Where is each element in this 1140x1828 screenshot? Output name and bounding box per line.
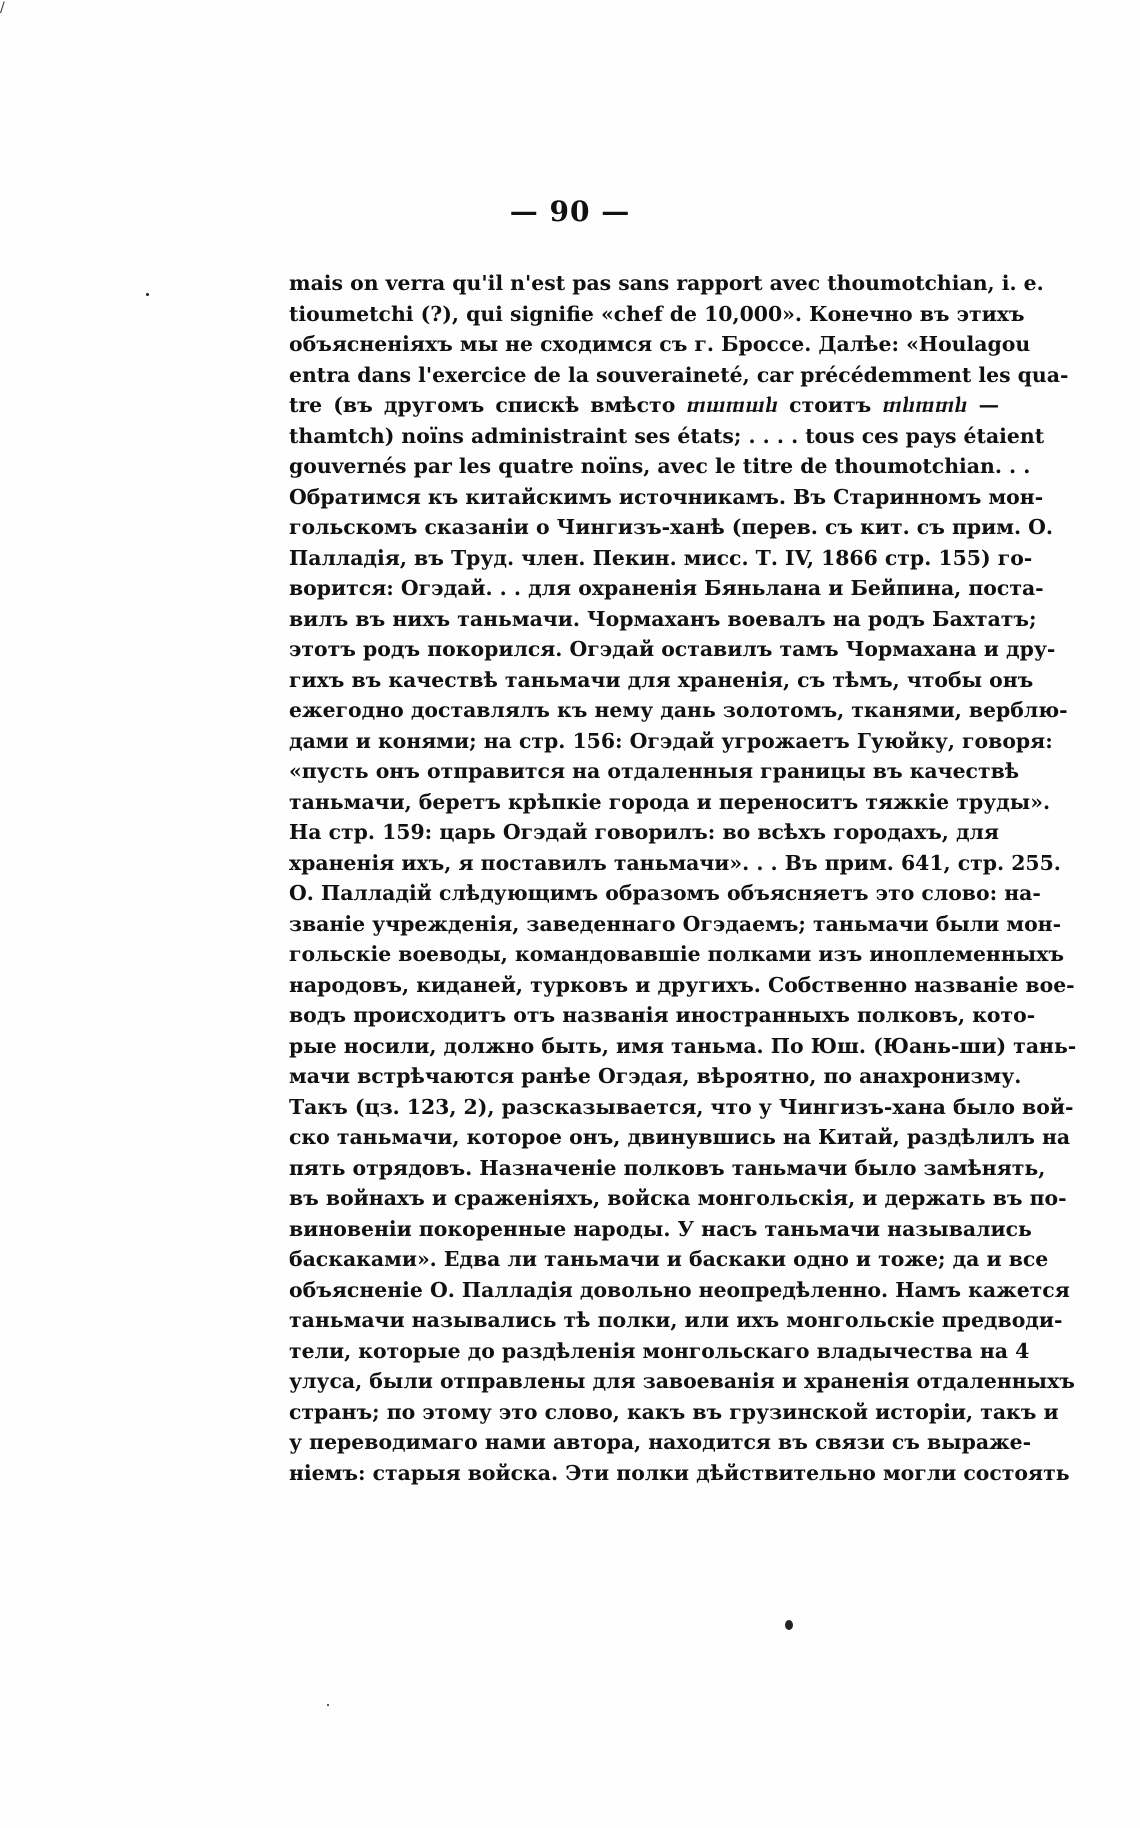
body-text [289, 268, 1077, 1488]
text-line: храненія ихъ, я поставилъ таньмачи». . . Въ прим. 641, стр. 255. [289, 850, 1061, 875]
text-line: у переводимаго нами автора, находится въ связи съ выраже- [289, 1430, 1032, 1454]
text-line: ежегодно доставлялъ къ нему дань золотомъ, тканями, верблю- [289, 698, 1068, 722]
ink-speck [785, 1620, 793, 1630]
text-line: объясненіяхъ мы не сходимся съ г. Броссе. Далѣе: «Houlagou [289, 332, 1031, 356]
text-line: виновеніи покоренные народы. У насъ таньмачи назывались [289, 1216, 1032, 1241]
corner-mark: / [0, 0, 5, 16]
text-line: Такъ (цз. 123, 2), разсказывается, что у Чингизъ-хана было вой- [289, 1094, 1074, 1119]
text-line: баскаками». Едва ли таньмачи и баскаки одно и тоже; да и все [289, 1247, 1049, 1271]
text-line: мачи встрѣчаются ранѣе Огэдая, вѣроятно, по анахронизму. [289, 1064, 1022, 1088]
text-line: народовъ, киданей, турковъ и другихъ. Собственно названіе вое- [289, 972, 1075, 997]
text-line: таньмачи назывались тѣ полки, или ихъ монгольскіе предводи- [289, 1308, 1063, 1332]
text-line: tre (въ другомъ спискѣ вмѣсто ⴇⴍⴊⴍⴑ стоитъ ⴇⴑⴊⴇⴑ — [289, 393, 999, 417]
text-line: mais on verra qu'il n'est pas sans rapport avec thoumotchian, i. e. [289, 271, 1044, 295]
text-line: гихъ въ качествѣ таньмачи для храненія, съ тѣмъ, чтобы онъ [289, 667, 1034, 692]
text-line: На стр. 159: царь Огэдай говорилъ: во всѣхъ городахъ, для [289, 820, 999, 844]
text-line: дами и конями; на стр. 156: Огэдай угрожаетъ Гуюйку, говоря: [289, 728, 1053, 753]
text-line: въ войнахъ и сраженіяхъ, войска монгольскія, и держать въ по- [289, 1186, 1067, 1210]
text-line: объясненіе О. Палладія довольно неопредѣленно. Намъ кажется [289, 1277, 1070, 1302]
text-line: этотъ родъ покорился. Огэдай оставилъ тамъ Чормахана и дру- [289, 637, 1056, 661]
text-line: thamtch) noïns administraint ses états; . . . . tous ces pays étaient [289, 423, 1045, 448]
text-line: тели, которые до раздѣленія монгольскаго владычества на 4 [289, 1338, 1030, 1363]
text-line: вилъ въ нихъ таньмачи. Чормаханъ воевалъ на родъ Бахтатъ; [289, 606, 1037, 631]
text-line: ворится: Огэдай. . . для охраненія Бяньлана и Бейпина, поста- [289, 576, 1044, 600]
text-line: рые носили, должно быть, имя таньма. По Юш. (Юань-ши) тань- [289, 1033, 1077, 1058]
text-line: «пусть онъ отправится на отдаленныя границы въ качествѣ [289, 759, 1020, 783]
text-line: улуса, были отправлены для завоеванія и храненія отдаленныхъ [289, 1369, 1075, 1393]
text-line: странъ; по этому это слово, какъ въ грузинской исторіи, такъ и [289, 1399, 1059, 1424]
text-line: таньмачи, беретъ крѣпкіе города и переноситъ тяжкіе труды». [289, 789, 1051, 814]
text-line: entra dans l'exercice de la souveraineté, car précédemment les qua- [289, 362, 1069, 387]
text-line: Палладія, въ Труд. член. Пекин. мисс. Т. IV, 1866 стр. 155) го- [289, 545, 1033, 570]
text-line: gouvernés par les quatre noïns, avec le titre de thoumotchian. . . [289, 454, 1031, 478]
ink-speck [146, 293, 149, 296]
text-line: ско таньмачи, которое онъ, двинувшись на Китай, раздѣлилъ на [289, 1125, 1071, 1149]
page-number: — 90 — [509, 195, 631, 228]
text-line: званіе учрежденія, заведеннаго Огэдаемъ; таньмачи были мон- [289, 911, 1062, 936]
text-line: Обратимся къ китайскимъ источникамъ. Въ Старинномъ мон- [289, 484, 1044, 509]
text-line: гольскіе воеводы, командовавшіе полками изъ иноплеменныхъ [289, 942, 1065, 966]
ink-speck [327, 1704, 329, 1706]
text-line: водъ происходитъ отъ названія иностранныхъ полковъ, кото- [289, 1003, 1036, 1027]
text-line: гольскомъ сказаніи о Чингизъ-ханѣ (перев. съ кит. съ прим. О. [289, 515, 1054, 539]
text-line: пять отрядовъ. Назначеніе полковъ таньмачи было замѣнять, [289, 1155, 1046, 1180]
text-line: tioumetchi (?), qui signifie «chef de 10,000». Конечно въ этихъ [289, 301, 1025, 326]
text-line: ніемъ: старыя войска. Эти полки дѣйствительно могли состоять [289, 1460, 1070, 1485]
text-line: О. Палладій слѣдующимъ образомъ объясняетъ это слово: на- [289, 881, 1041, 905]
